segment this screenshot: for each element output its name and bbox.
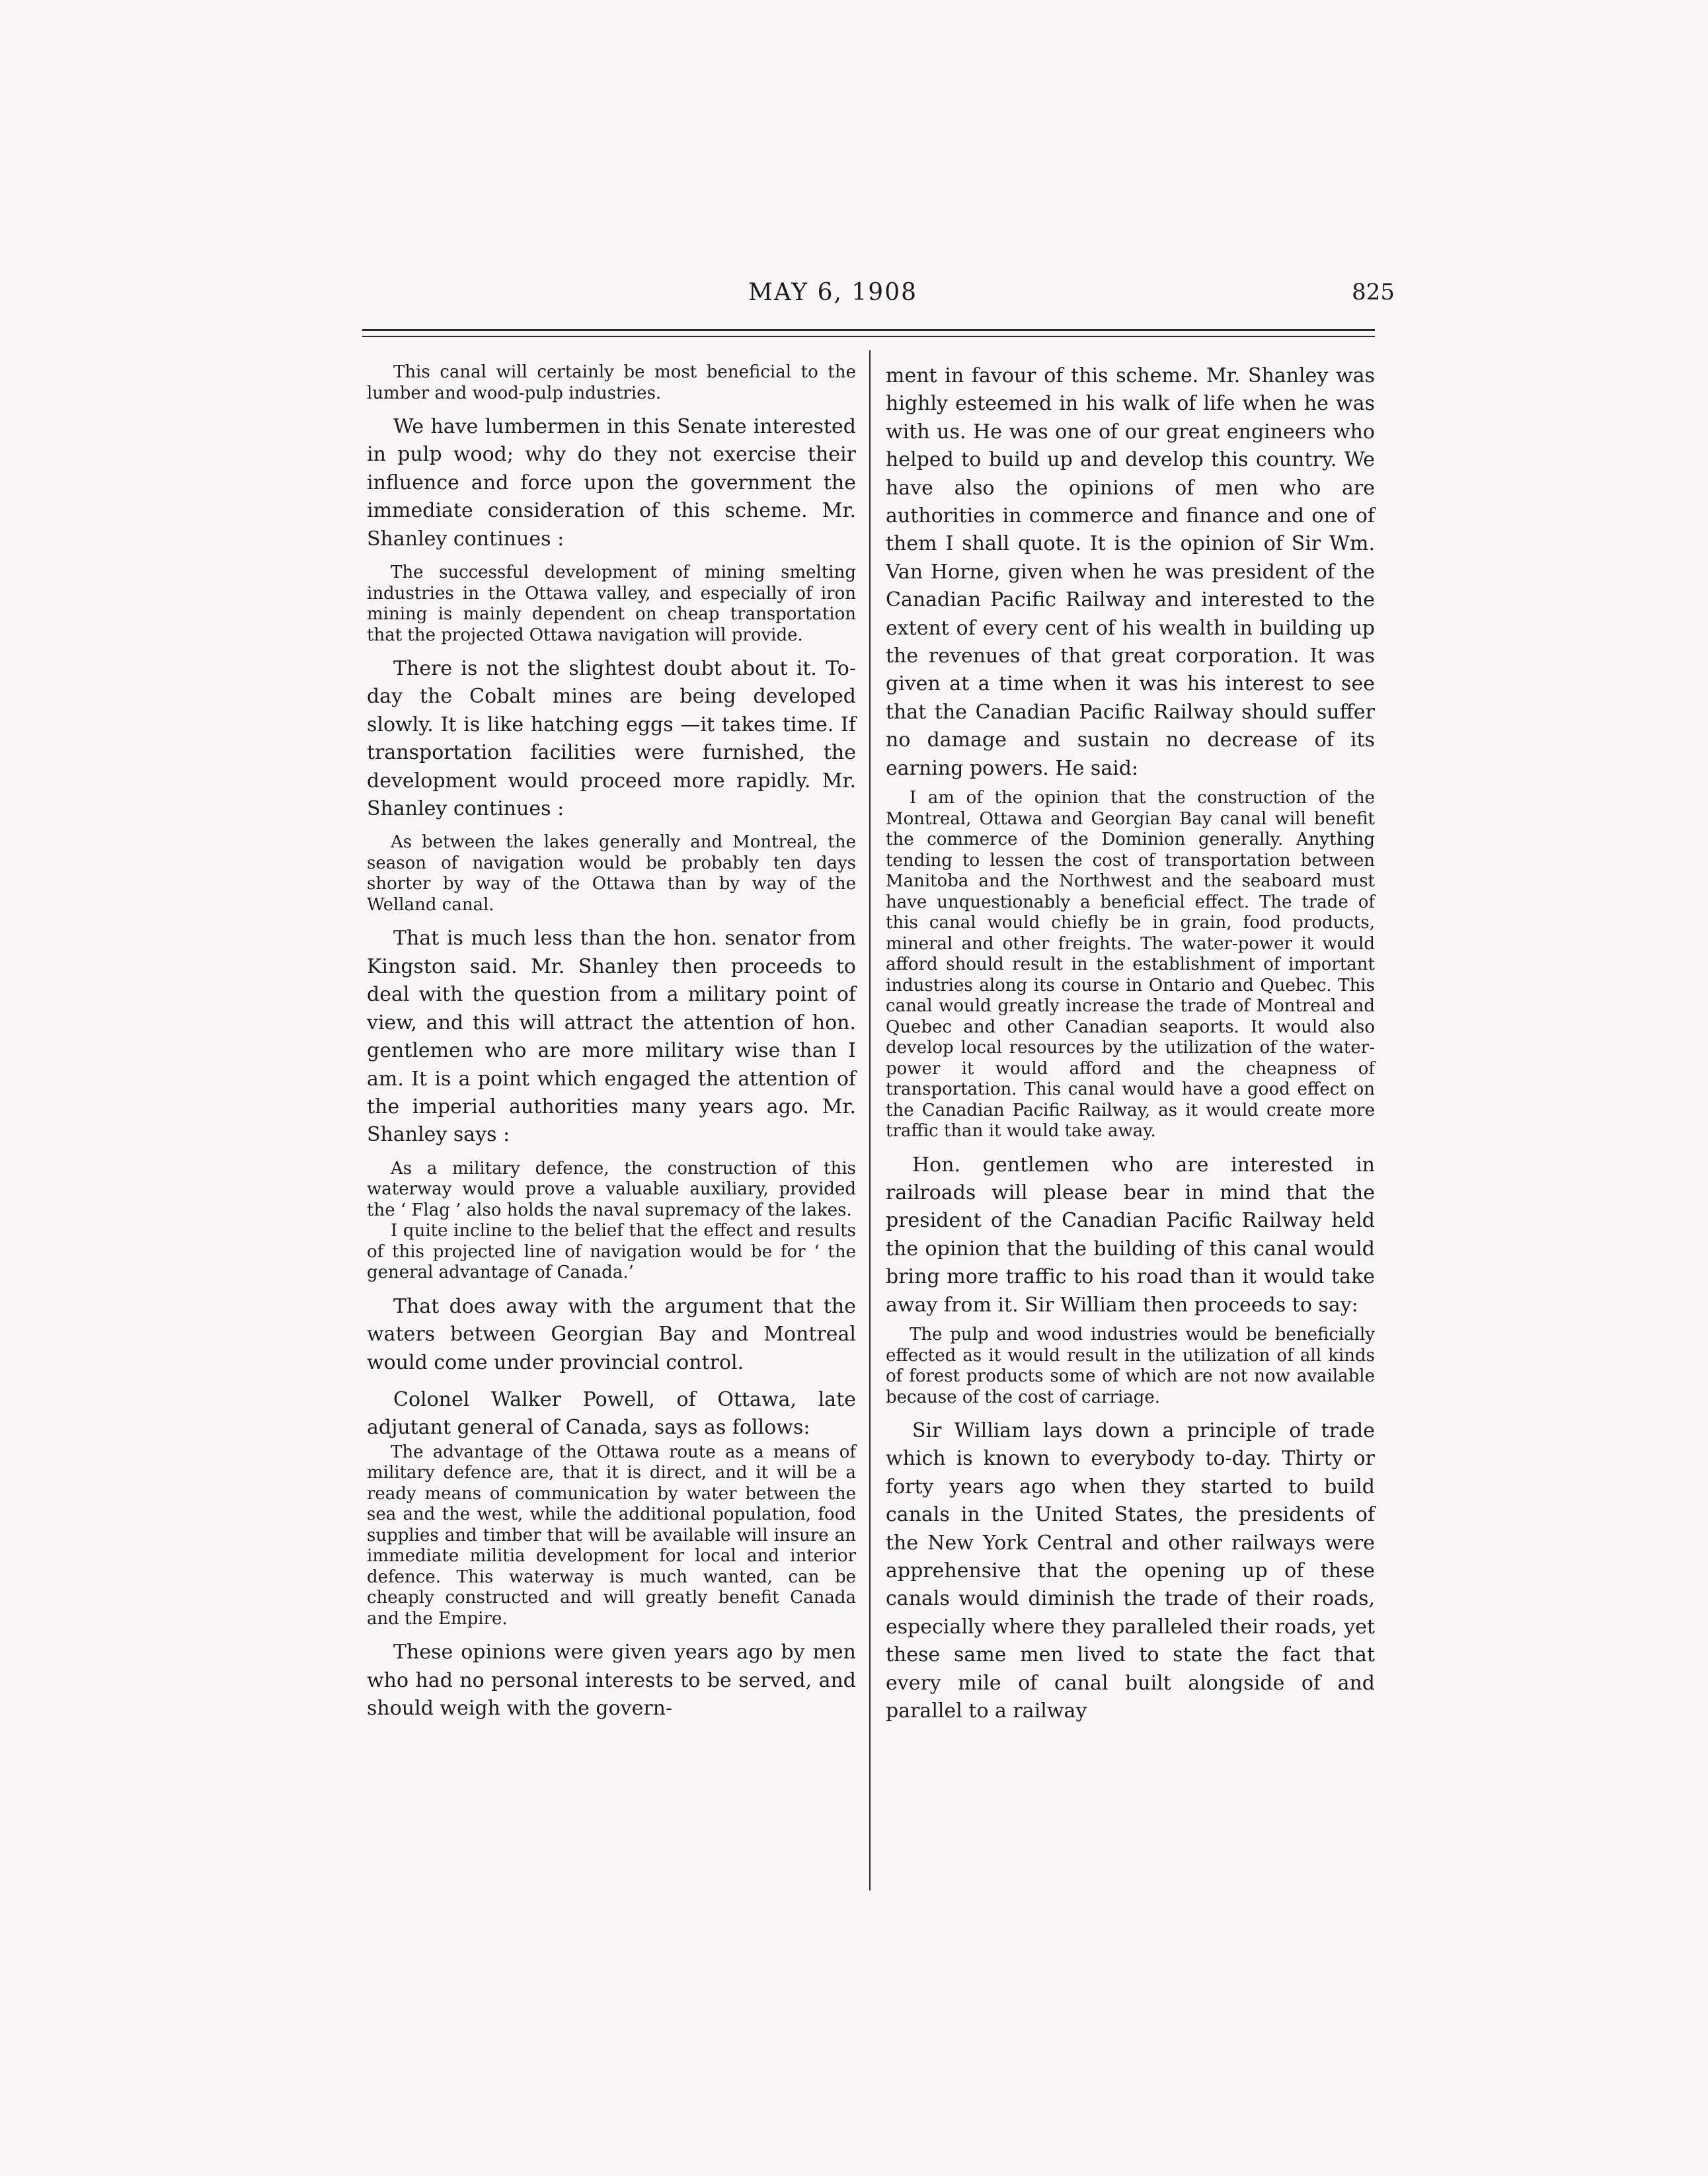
paragraph: Sir William lays down a principle of trade which is known to everybody to-day. Thirty or forty years ago when they started to build canals in the United States, the presidents of the New York Central and other railways were apprehensive that the opening up of these canals would diminish the trade of their roads, especially where they paralleled their roads, yet these same men lived to state the fact that every mile of canal built alongside of and parallel to a railway bbox=[886, 1419, 1375, 1723]
page-date: MAY 6, 1908 bbox=[748, 279, 918, 306]
quotation: The advantage of the Ottawa route as a means of military defence are, that it is direct, and it will be a ready means of communication by water between the sea and the west, while the additional population, food supplies and timber that will be available will insure an immediate militia development for local and interior defence. This waterway is much wanted, can be cheaply constructed and will greatly benefit Canada and the Empire. bbox=[367, 1442, 856, 1629]
paragraph: There is not the slightest doubt about it. To-day the Cobalt mines are being developed slowly. It is like hatching eggs —it takes time. If transportation facilities were furnished, the development would proceed more rapidly. Mr. Shanley continues : bbox=[367, 657, 856, 821]
quotation: As between the lakes generally and Montreal, the season of navigation would be probably ten days shorter by way of the Ottawa than by way of the Welland canal. bbox=[367, 832, 856, 915]
paragraph: These opinions were given years ago by men who had no personal interests to be served, and should weigh with the govern- bbox=[367, 1641, 856, 1721]
quotation: As a military defence, the construction of this waterway would prove a valuable auxiliary, provided the ‘ Flag ’ also holds the naval supremacy of the lakes. bbox=[367, 1158, 856, 1220]
quotation: I am of the opinion that the construction of the Montreal, Ottawa and Georgian Bay canal will benefit the commerce of the Dominion generally. Anything tending to lessen the cost of transportation between Manitoba and the Northwest and the seaboard must have unquestionably a beneficial effect. The trade of this canal would chiefly be in grain, food products, mineral and other freights. The water-power it would afford should result in the establishment of important industries along its course in Ontario and Quebec. This canal would greatly increase the trade of Montreal and Quebec and other Canadian seaports. It would also develop local resources by the utilization of the water-power it would afford and the cheapness of transportation. This canal would have a good effect on the Canadian Pacific Railway, as it would create more traffic than it would take away. bbox=[886, 788, 1375, 1142]
paragraph: That does away with the argument that the waters between Georgian Bay and Montreal would come under provincial control. bbox=[367, 1294, 856, 1374]
header-rule-bottom bbox=[362, 336, 1375, 337]
paragraph: That is much less than the hon. senator from Kingston said. Mr. Shanley then proceeds to deal with the question from a military point of view, and this will attract the attention of hon. gentlemen who are more military wise than I am. It is a point which engaged the attention of the imperial authorities many years ago. Mr. Shanley says : bbox=[367, 927, 856, 1147]
paragraph: ment in favour of this scheme. Mr. Shanley was highly esteemed in his walk of life when he was with us. He was one of our great engineers who helped to build up and develop this country. We have also the opinions of men who are authorities in commerce and finance and one of them I shall quote. It is the opinion of Sir Wm. Van Horne, given when he was president of the Canadian Pacific Railway and interested to the extent of every cent of his wealth in building up the revenues of that great corporation. It was given at a time when it was his interest to see that the Canadian Pacific Railway should suffer no damage and sustain no decrease of its earning powers. He said: bbox=[886, 364, 1375, 780]
header-rule-top bbox=[362, 329, 1375, 331]
paragraph: This canal will certainly be most beneficial to the lumber and wood-pulp industries. bbox=[367, 362, 856, 403]
quotation: The successful development of mining smelting industries in the Ottawa valley, and especially of iron mining is mainly dependent on cheap transportation that the projected Ottawa navigation will provide. bbox=[367, 563, 856, 645]
paragraph: Colonel Walker Powell, of Ottawa, late adjutant general of Canada, says as follows: bbox=[367, 1387, 856, 1440]
right-column bbox=[886, 362, 1375, 1726]
quotation: The pulp and wood industries would be beneficially effected as it would result in the utilization of all kinds of forest products some of which are not now available because of the cost of carriage. bbox=[886, 1325, 1375, 1407]
paragraph: We have lumbermen in this Senate interested in pulp wood; why do they not exercise their influence and force upon the government the immediate consideration of this scheme. Mr. Shanley continues : bbox=[367, 415, 856, 551]
page-number: 825 bbox=[1352, 279, 1395, 305]
quotation: I quite incline to the belief that the effect and results of this projected line of navigation would be for ‘ the general advantage of Canada.’ bbox=[367, 1221, 856, 1283]
column-divider bbox=[869, 350, 871, 1890]
paragraph: Hon. gentlemen who are interested in railroads will please bear in mind that the president of the Canadian Pacific Railway held the opinion that the building of this canal would bring more traffic to his road than it would take away from it. Sir William then proceeds to say: bbox=[886, 1153, 1375, 1317]
left-column bbox=[367, 362, 856, 1723]
